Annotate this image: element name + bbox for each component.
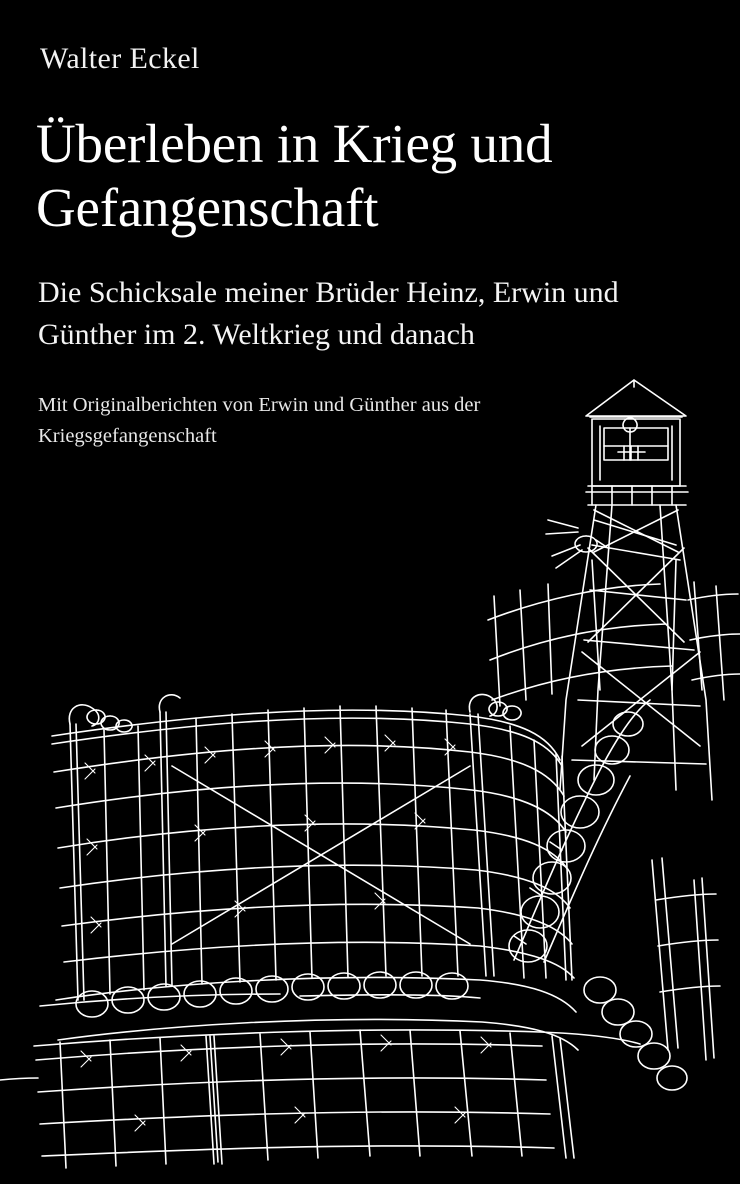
author-name: Walter Eckel	[40, 42, 200, 75]
book-subtitle: Die Schicksale meiner Brüder Heinz, Erwin und Günther im 2. Weltkrieg und danach	[38, 276, 619, 351]
book-blurb: Mit Originalberichten von Erwin und Günther aus der Kriegsgefangenschaft	[38, 394, 481, 448]
book-title: Überleben in Krieg und Gefangenschaft	[36, 113, 553, 238]
